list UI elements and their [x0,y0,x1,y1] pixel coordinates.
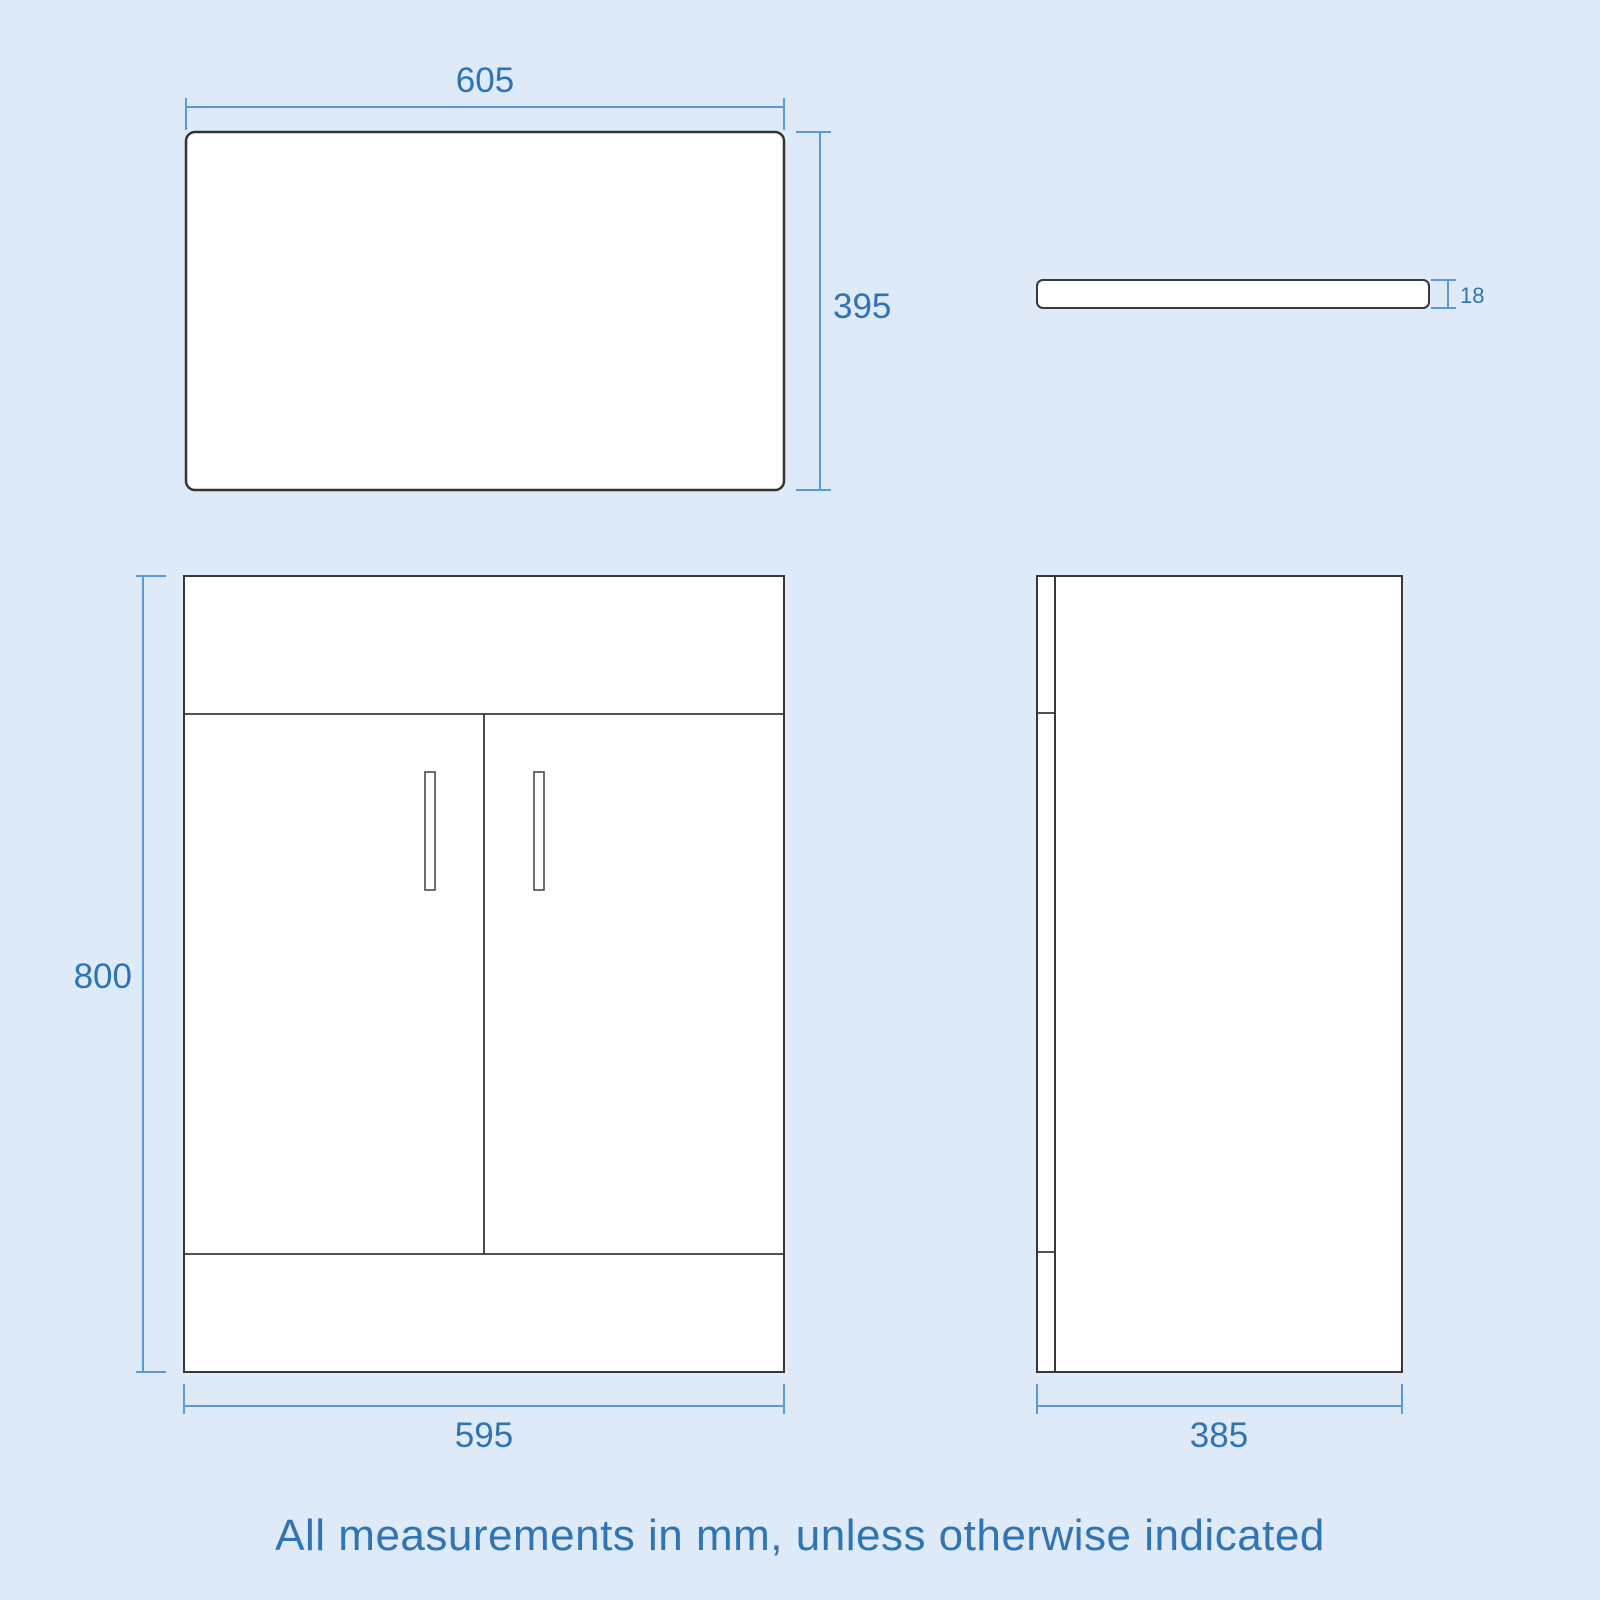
dimension-front-width [184,1384,784,1455]
worktop-profile-outline [1037,280,1429,308]
side-view [1037,576,1402,1372]
worktop-side-profile [1037,280,1429,308]
side-view-body-outline [1055,576,1402,1372]
door-handle-left [425,772,435,890]
dimension-top-width [186,61,784,130]
dimension-side-depth [1037,1384,1402,1455]
dimension-top-depth [796,132,891,490]
door-handle-right [534,772,544,890]
front-view [184,576,784,1372]
dimension-label-595: 595 [454,1416,514,1455]
dimension-label-605: 605 [455,61,515,100]
top-view [186,132,784,490]
dimension-front-height [74,576,166,1372]
dimension-label-395: 395 [833,287,892,326]
top-view-outline [186,132,784,490]
dimension-label-18: 18 [1460,283,1485,308]
dimension-label-385: 385 [1189,1416,1249,1455]
dimension-label-800: 800 [73,957,132,996]
dimension-worktop-thickness [1431,280,1484,308]
units-note: All measurements in mm, unless otherwise indicated [275,1511,1325,1560]
